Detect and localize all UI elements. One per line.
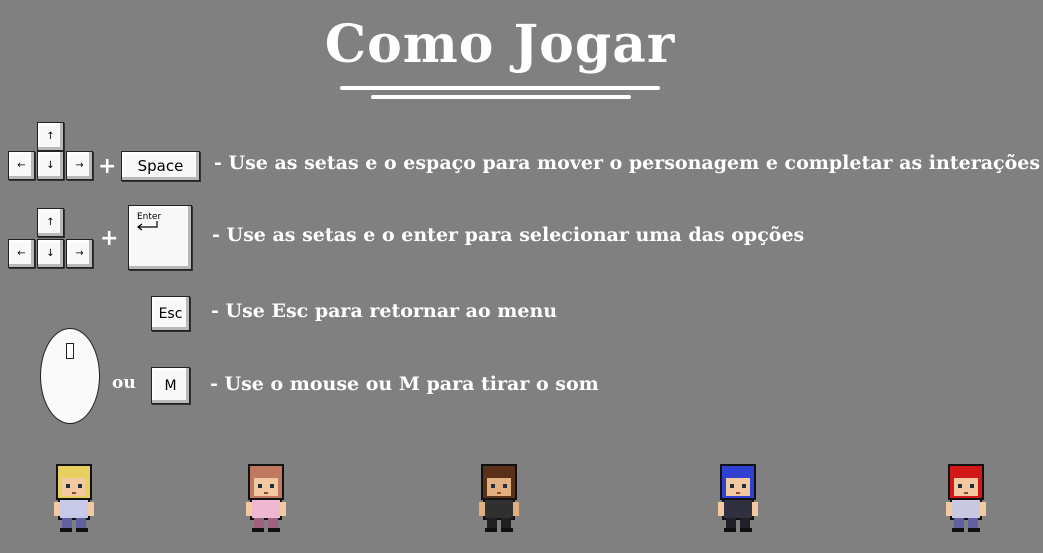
enter-return-icon bbox=[135, 220, 161, 232]
eye-left bbox=[258, 484, 262, 488]
shirt bbox=[252, 500, 280, 518]
character-sprite-bearded bbox=[473, 462, 525, 534]
down-arrow-key: ↓ bbox=[37, 151, 64, 180]
instruction-move: - Use as setas e o espaço para mover o personagem e completar as interações bbox=[214, 152, 1041, 174]
right-arrow-key: → bbox=[66, 151, 93, 180]
page-title: Como Jogar bbox=[324, 14, 676, 75]
arm-left bbox=[479, 502, 485, 516]
eye-right bbox=[970, 484, 974, 488]
mouth bbox=[72, 492, 76, 494]
down-arrow-key: ↓ bbox=[37, 239, 64, 268]
shirt bbox=[952, 500, 980, 518]
instruction-select: - Use as setas e o enter para selecionar uma das opções bbox=[212, 224, 805, 246]
plus-sign: + bbox=[100, 226, 119, 251]
shoe-left bbox=[952, 528, 964, 532]
shoe-left bbox=[252, 528, 264, 532]
up-arrow-key: ↑ bbox=[37, 208, 64, 237]
arm-right bbox=[88, 502, 94, 516]
ou-label: ou bbox=[112, 373, 136, 393]
eye-right bbox=[742, 484, 746, 488]
instruction-esc: - Use Esc para retornar ao menu bbox=[211, 300, 558, 322]
bangs bbox=[252, 472, 280, 478]
arm-right bbox=[980, 502, 986, 516]
bangs bbox=[724, 472, 752, 478]
shoe-left bbox=[60, 528, 72, 532]
m-key: M bbox=[151, 367, 190, 404]
eye-left bbox=[958, 484, 962, 488]
eye-left bbox=[66, 484, 70, 488]
bangs bbox=[485, 472, 513, 478]
space-key: Space bbox=[121, 151, 200, 181]
shoe-right bbox=[268, 528, 280, 532]
enter-key-label: Enter bbox=[137, 212, 162, 222]
shirt bbox=[485, 500, 513, 518]
arm-left bbox=[246, 502, 252, 516]
shoe-right bbox=[968, 528, 980, 532]
shoe-left bbox=[485, 528, 497, 532]
right-arrow-key: → bbox=[66, 239, 93, 268]
shoe-left bbox=[724, 528, 736, 532]
shoe-right bbox=[76, 528, 88, 532]
shoe-right bbox=[501, 528, 513, 532]
eye-left bbox=[491, 484, 495, 488]
left-arrow-key: ← bbox=[8, 151, 35, 180]
shirt bbox=[724, 500, 752, 518]
arm-left bbox=[718, 502, 724, 516]
mouse-wheel bbox=[66, 343, 74, 359]
arm-left bbox=[946, 502, 952, 516]
character-sprite-blue-hair bbox=[712, 462, 764, 534]
eye-right bbox=[270, 484, 274, 488]
character-sprite-red-hair bbox=[940, 462, 992, 534]
bangs bbox=[60, 472, 88, 478]
eye-right bbox=[503, 484, 507, 488]
shirt bbox=[60, 500, 88, 518]
eye-right bbox=[78, 484, 82, 488]
esc-key: Esc bbox=[151, 296, 190, 331]
arm-right bbox=[752, 502, 758, 516]
enter-key bbox=[128, 205, 192, 270]
character-sprite-brown-hair bbox=[240, 462, 292, 534]
arm-left bbox=[54, 502, 60, 516]
plus-sign: + bbox=[98, 154, 117, 179]
arm-right bbox=[280, 502, 286, 516]
character-sprite-blonde bbox=[48, 462, 100, 534]
arm-right bbox=[513, 502, 519, 516]
eye-left bbox=[730, 484, 734, 488]
up-arrow-key: ↑ bbox=[37, 122, 64, 151]
instruction-mute: - Use o mouse ou M para tirar o som bbox=[210, 373, 599, 395]
left-arrow-key: ← bbox=[8, 239, 35, 268]
bangs bbox=[952, 472, 980, 478]
mouse-icon bbox=[40, 328, 100, 424]
title-underline-short bbox=[371, 95, 631, 99]
title-underline bbox=[340, 86, 660, 90]
mouth bbox=[497, 492, 501, 494]
mouth bbox=[736, 492, 740, 494]
shoe-right bbox=[740, 528, 752, 532]
mouth bbox=[264, 492, 268, 494]
mouth bbox=[964, 492, 968, 494]
